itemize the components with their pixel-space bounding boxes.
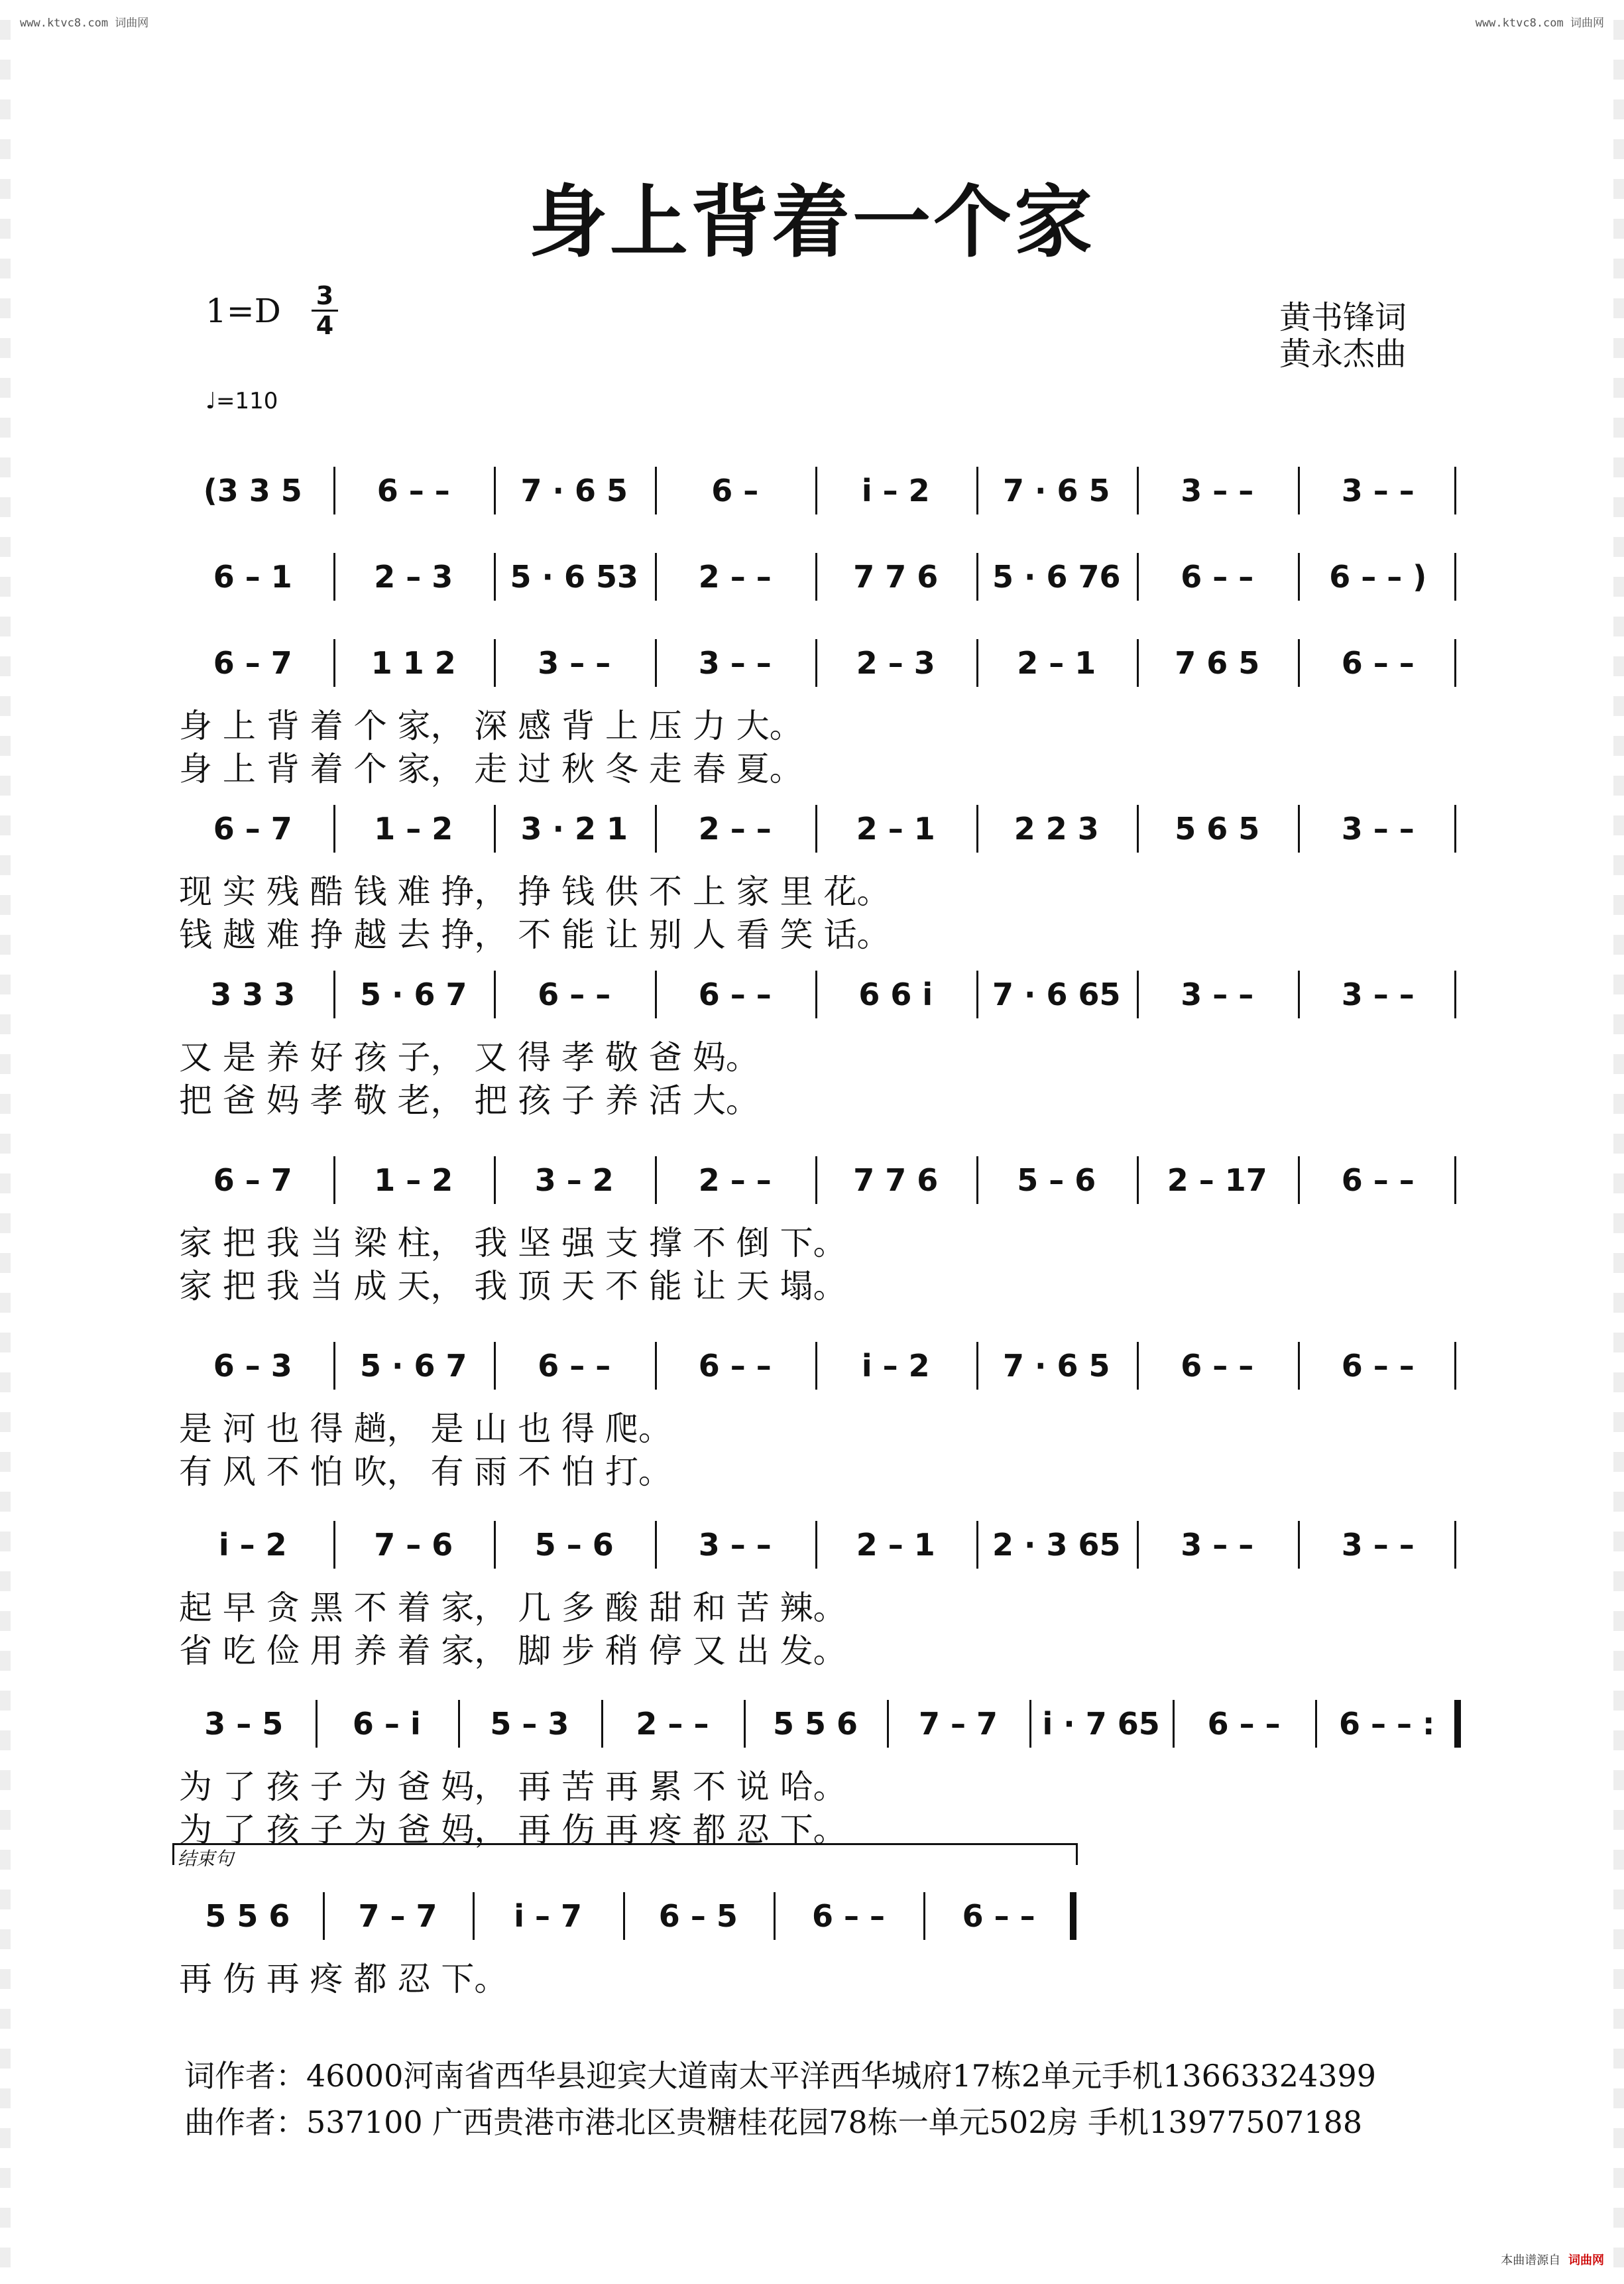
measure: 5 · 6 7: [359, 977, 467, 1012]
measure: 6 – – :: [1338, 1706, 1435, 1742]
measure: 2 2 3: [1014, 811, 1099, 847]
measure: 7 – 6: [374, 1527, 453, 1563]
measure: 5 5 6: [205, 1898, 290, 1934]
measure: 1 – 2: [374, 1162, 453, 1198]
measure: 5 · 6 53: [510, 559, 639, 595]
score-row: [172, 968, 1458, 1021]
measure: 3 · 2 1: [520, 811, 628, 847]
measure: 3 – 5: [204, 1706, 284, 1742]
measure: 6 – –: [538, 1348, 611, 1384]
lyric-line: 是 河 也 得 趟， 是 山 也 得 爬。: [179, 1410, 672, 1448]
measure: 7 6 5: [1175, 645, 1260, 681]
measure: 3 – –: [1341, 1527, 1415, 1563]
measure: (3 3 5: [203, 473, 302, 509]
measure: 6 – 1: [213, 559, 292, 595]
measure: 7 – 7: [919, 1706, 998, 1742]
measure: 2 – –: [698, 559, 772, 595]
measure: 6 – –: [1341, 645, 1415, 681]
score-row: [172, 1890, 1458, 1943]
ending-bracket: [172, 1843, 1078, 1865]
time-signature: [312, 282, 338, 339]
measure: 5 · 6 7: [359, 1348, 467, 1384]
measure: 2 – 1: [856, 811, 935, 847]
lyric-line: 钱 越 难 挣 越 去 挣， 不 能 让 别 人 看 笑 话。: [179, 916, 890, 954]
lyric-line: 身 上 背 着 个 家， 深 感 背 上 压 力 大。: [179, 707, 803, 745]
measure: 3 – –: [538, 645, 611, 681]
measure: 6 – 7: [213, 645, 292, 681]
lyric-line: 起 早 贪 黑 不 着 家， 几 多 酸 甜 和 苦 辣。: [179, 1589, 846, 1627]
measure: 7 7 6: [853, 1162, 939, 1198]
measure: 3 – –: [1181, 473, 1254, 509]
composer-credit: 黄永杰曲: [1279, 335, 1407, 373]
measure: 2 – 3: [374, 559, 453, 595]
measure: 6 – –: [1341, 1162, 1415, 1198]
measure: 2 · 3 65: [992, 1527, 1121, 1563]
lyric-line: 家 把 我 当 成 天， 我 顶 天 不 能 让 天 塌。: [179, 1267, 846, 1305]
measure: 6 – –: [698, 1348, 772, 1384]
measure: 3 – –: [698, 1527, 772, 1563]
left-margin-strip: [0, 0, 11, 2284]
measure: 3 – –: [698, 645, 772, 681]
measure: 2 – 1: [1017, 645, 1096, 681]
measure: 5 5 6: [772, 1706, 858, 1742]
measure: 2 – –: [636, 1706, 709, 1742]
measure: 6 –: [711, 473, 759, 509]
watermark-top-right: www.ktvc8.com 词曲网: [1475, 17, 1604, 30]
lyric-line: 身 上 背 着 个 家， 走 过 秋 冬 走 春 夏。: [179, 750, 803, 788]
measure: 7 – 7: [358, 1898, 437, 1934]
measure: i – 7: [514, 1898, 583, 1934]
measure: 1 1 2: [371, 645, 456, 681]
lyricist-credit: 黄书锋词: [1279, 299, 1407, 336]
lyricist-contact: 词作者：46000河南省西华县迎宾大道南太平洋西华城府17栋2单元手机13663324399: [184, 2058, 1377, 2094]
time-signature-top: 3: [316, 281, 334, 310]
measure: 2 – –: [698, 811, 772, 847]
tempo-marking: ♩=110: [205, 388, 278, 414]
measure: 6 – –: [962, 1898, 1035, 1934]
score-row: [172, 1518, 1458, 1571]
measure: 7 · 6 65: [992, 977, 1121, 1012]
measure: 7 · 6 5: [1002, 473, 1110, 509]
source-badge: [1501, 2251, 1604, 2268]
source-label: 本曲谱源自: [1501, 2254, 1561, 2267]
measure: 6 – – ): [1329, 559, 1427, 595]
measure: 3 – 2: [534, 1162, 614, 1198]
measure: 3 3 3: [210, 977, 296, 1012]
score-row: [172, 550, 1458, 603]
measure: 7 · 6 5: [520, 473, 628, 509]
lyric-line: 把 爸 妈 孝 敬 老， 把 孩 子 养 活 大。: [179, 1081, 759, 1120]
measure: 6 – –: [538, 977, 611, 1012]
measure: 6 – –: [377, 473, 450, 509]
measure: 6 – 7: [213, 1162, 292, 1198]
measure: 6 – –: [811, 1898, 885, 1934]
lyric-line: 省 吃 俭 用 养 着 家， 脚 步 稍 停 又 出 发。: [179, 1632, 846, 1670]
measure: 3 – –: [1181, 1527, 1254, 1563]
measure: 5 – 6: [534, 1527, 614, 1563]
composer-contact: 曲作者：537100 广西贵港市港北区贵糖桂花园78栋一单元502房 手机13977507188: [184, 2104, 1363, 2140]
measure: 6 – 7: [213, 811, 292, 847]
score-row: [172, 1697, 1458, 1750]
measure: 6 – i: [352, 1706, 421, 1742]
measure: 1 – 2: [374, 811, 453, 847]
score-row: [172, 464, 1458, 517]
watermark-top-left: www.ktvc8.com 词曲网: [20, 17, 149, 30]
lyric-line: 现 实 残 酷 钱 难 挣， 挣 钱 供 不 上 家 里 花。: [179, 872, 890, 911]
measure: i – 2: [218, 1527, 287, 1563]
measure: 7 · 6 5: [1002, 1348, 1110, 1384]
measure: i – 2: [861, 473, 930, 509]
measure: 6 – –: [1181, 1348, 1254, 1384]
source-brand: 词曲网: [1568, 2254, 1604, 2267]
measure: 5 – 3: [490, 1706, 569, 1742]
song-title: 身上背着一个家: [528, 176, 1095, 268]
measure: 7 7 6: [853, 559, 939, 595]
measure: 6 – –: [1181, 559, 1254, 595]
score-row: [172, 802, 1458, 855]
measure: i · 7 65: [1042, 1706, 1160, 1742]
measure: 2 – 17: [1167, 1162, 1267, 1198]
measure: 3 – –: [1341, 811, 1415, 847]
measure: 6 – 3: [213, 1348, 292, 1384]
measure: 3 – –: [1181, 977, 1254, 1012]
measure: 2 – –: [698, 1162, 772, 1198]
lyric-line: 有 风 不 怕 吹， 有 雨 不 怕 打。: [179, 1453, 672, 1491]
measure: 2 – 1: [856, 1527, 935, 1563]
right-margin-strip: [1613, 0, 1624, 2284]
lyric-line: 为 了 孩 子 为 爸 妈， 再 苦 再 累 不 说 哈。: [179, 1768, 846, 1806]
score-row: [172, 636, 1458, 690]
measure: 3 – –: [1341, 473, 1415, 509]
measure: 3 – –: [1341, 977, 1415, 1012]
measure: 6 – –: [1207, 1706, 1281, 1742]
measure: 6 – 5: [658, 1898, 738, 1934]
measure: 5 · 6 76: [992, 559, 1121, 595]
measure: 6 – –: [698, 977, 772, 1012]
lyric-line: 家 把 我 当 梁 柱， 我 坚 强 支 撑 不 倒 下。: [179, 1224, 846, 1262]
measure: 6 6 i: [858, 977, 933, 1012]
measure: 6 – –: [1341, 1348, 1415, 1384]
measure: 5 – 6: [1017, 1162, 1096, 1198]
lyric-line: 再 伤 再 疼 都 忍 下。: [179, 1960, 508, 1998]
score-row: [172, 1339, 1458, 1392]
measure: 5 6 5: [1175, 811, 1260, 847]
lyric-line: 又 是 养 好 孩 子， 又 得 孝 敬 爸 妈。: [179, 1038, 759, 1077]
time-signature-bottom: 4: [316, 311, 334, 340]
lyric-line: 为 了 孩 子 为 爸 妈， 再 伤 再 疼 都 忍 下。: [179, 1811, 846, 1849]
key-signature: 1=D: [205, 292, 281, 330]
measure: i – 2: [861, 1348, 930, 1384]
ending-label: 结束句: [178, 1848, 234, 1870]
score-row: [172, 1154, 1458, 1207]
measure: 2 – 3: [856, 645, 935, 681]
